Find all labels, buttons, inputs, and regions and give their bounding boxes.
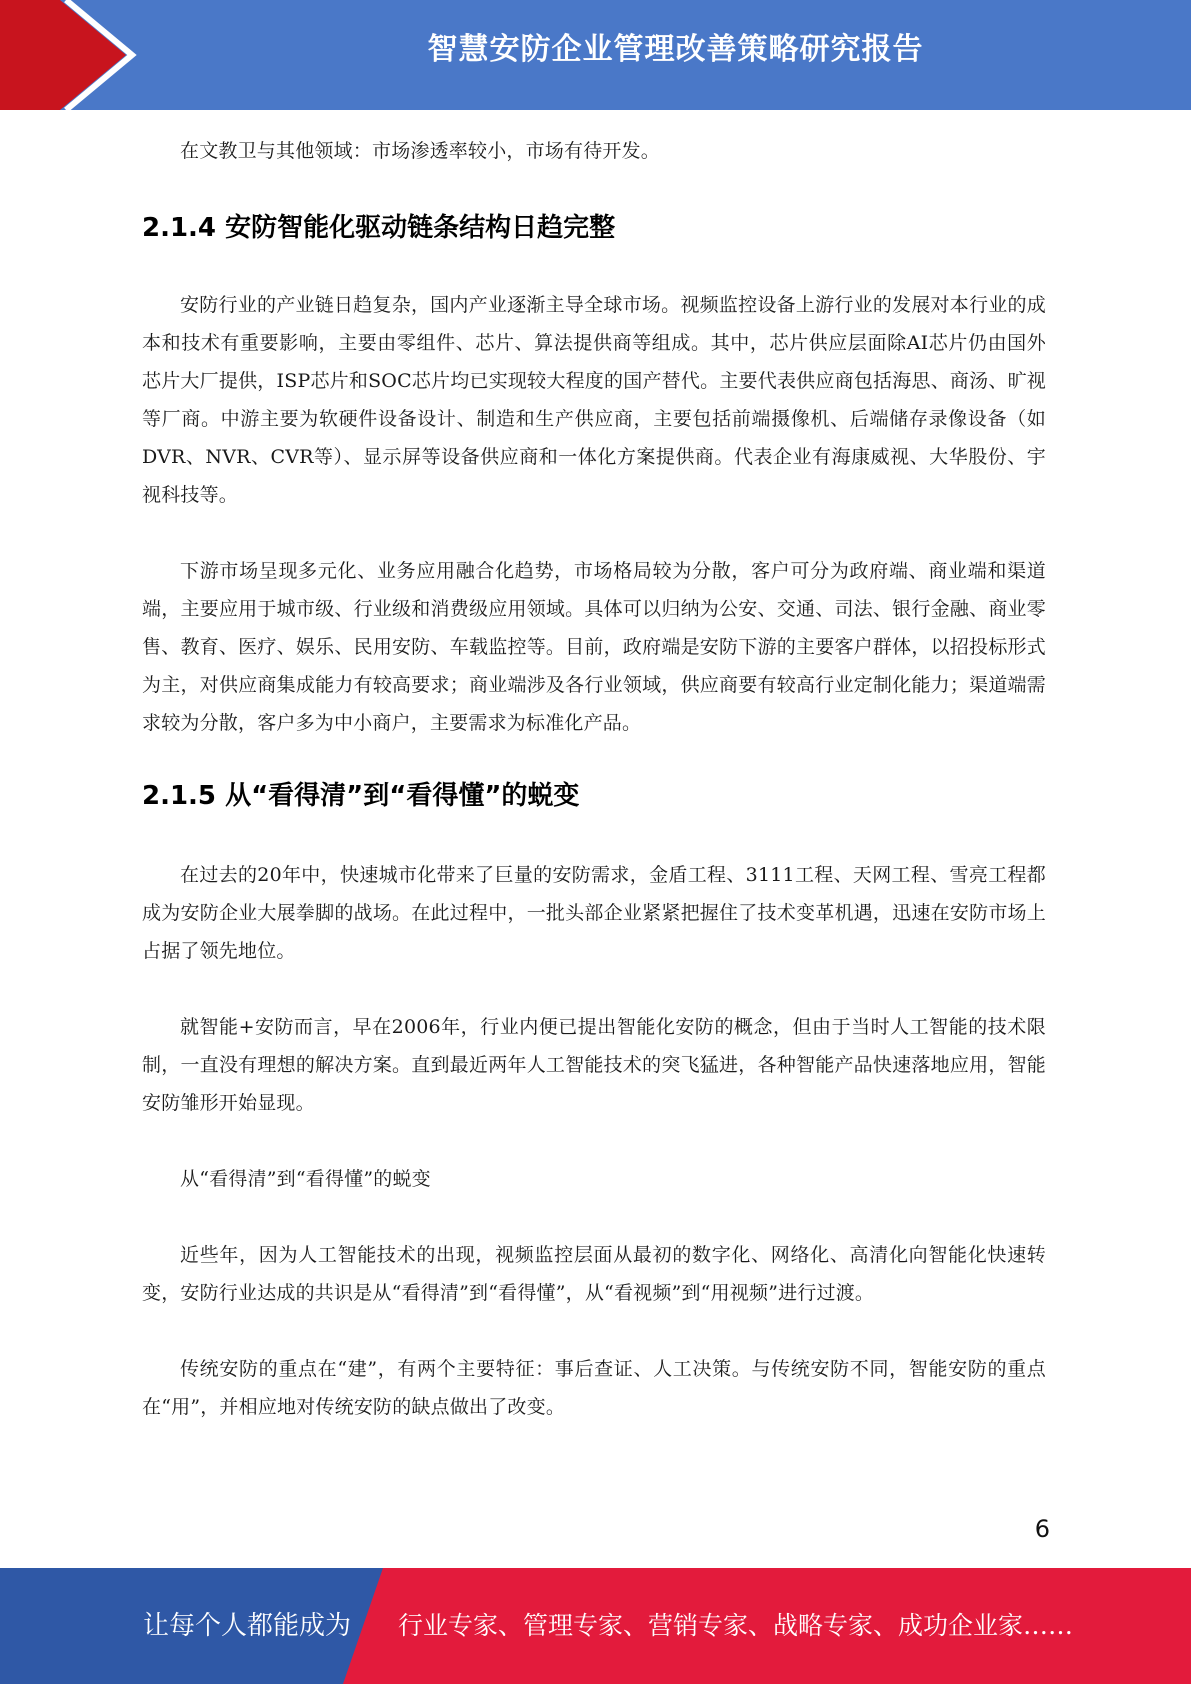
paragraph: 就智能+安防而言，早在2006年，行业内便已提出智能化安防的概念，但由于当时人工智能的技术限制，一直没有理想的解决方案。直到最近两年人工智能技术的突飞猛进，各种智能产品快速落地应用，智能安防雏形开始显现。 (142, 1016, 1046, 1114)
page-content (142, 132, 1046, 1426)
paragraph: 在过去的20年中，快速城市化带来了巨量的安防需求，金盾工程、3111工程、天网工程、雪亮工程都成为安防企业大展拳脚的战场。在此过程中，一批头部企业紧紧把握住了技术变革机遇，迅速在安防市场上占据了领先地位。 (142, 864, 1046, 962)
page-footer (0, 1568, 1191, 1684)
paragraph: 近些年，因为人工智能技术的出现，视频监控层面从最初的数字化、网络化、高清化向智能化快速转变，安防行业达成的共识是从“看得清”到“看得懂”，从“看视频”到“用视频”进行过渡。 (142, 1244, 1046, 1304)
footer-slogan-right: 行业专家、管理专家、营销专家、战略专家、成功企业家…… (398, 1611, 1074, 1640)
paragraph: 传统安防的重点在“建”，有两个主要特征：事后查证、人工决策。与传统安防不同，智能安防的重点在“用”，并相应地对传统安防的缺点做出了改变。 (142, 1358, 1046, 1418)
paragraph: 在文教卫与其他领域：市场渗透率较小，市场有待开发。 (180, 140, 661, 162)
paragraph: 下游市场呈现多元化、业务应用融合化趋势，市场格局较为分散，客户可分为政府端、商业端和渠道端，主要应用于城市级、行业级和消费级应用领域。具体可以归纳为公安、交通、司法、银行金融、商业零售、教育、医疗、娱乐、民用安防、车载监控等。目前，政府端是安防下游的主要客户群体，以招投标形式为主，对供应商集成能力有较高要求；商业端涉及各行业领域，供应商要有较高行业定制化能力；渠道端需求较为分散，客户多为中小商户，主要需求为标准化产品。 (142, 560, 1046, 734)
page-header (0, 0, 1191, 110)
header-arrow-icon (0, 0, 160, 110)
footer-slogan-left: 让每个人都能成为 (143, 1611, 352, 1641)
section-heading-2-1-5: 2.1.5 从“看得清”到“看得懂”的蜕变 (142, 781, 580, 811)
paragraph: 从“看得清”到“看得懂”的蜕变 (180, 1168, 431, 1190)
paragraph: 安防行业的产业链日趋复杂，国内产业逐渐主导全球市场。视频监控设备上游行业的发展对本行业的成本和技术有重要影响，主要由零组件、芯片、算法提供商等组成。其中，芯片供应层面除AI芯片仍由国外芯片大厂提供，ISP芯片和SOC芯片均已实现较大程度的国产替代。主要代表供应商包括海思、商汤、旷视等厂商。中游主要为软硬件设备设计、制造和生产供应商，主要包括前端摄像机、后端储存录像设备（如DVR、NVR、CVR等）、显示屏等设备供应商和一体化方案提供商。代表企业有海康威视、大华股份、宇视科技等。 (142, 294, 1046, 506)
section-heading-2-1-4: 2.1.4 安防智能化驱动链条结构日趋完整 (142, 213, 616, 243)
page-number: 6 (1034, 1515, 1050, 1543)
report-title: 智慧安防企业管理改善策略研究报告 (427, 32, 924, 67)
